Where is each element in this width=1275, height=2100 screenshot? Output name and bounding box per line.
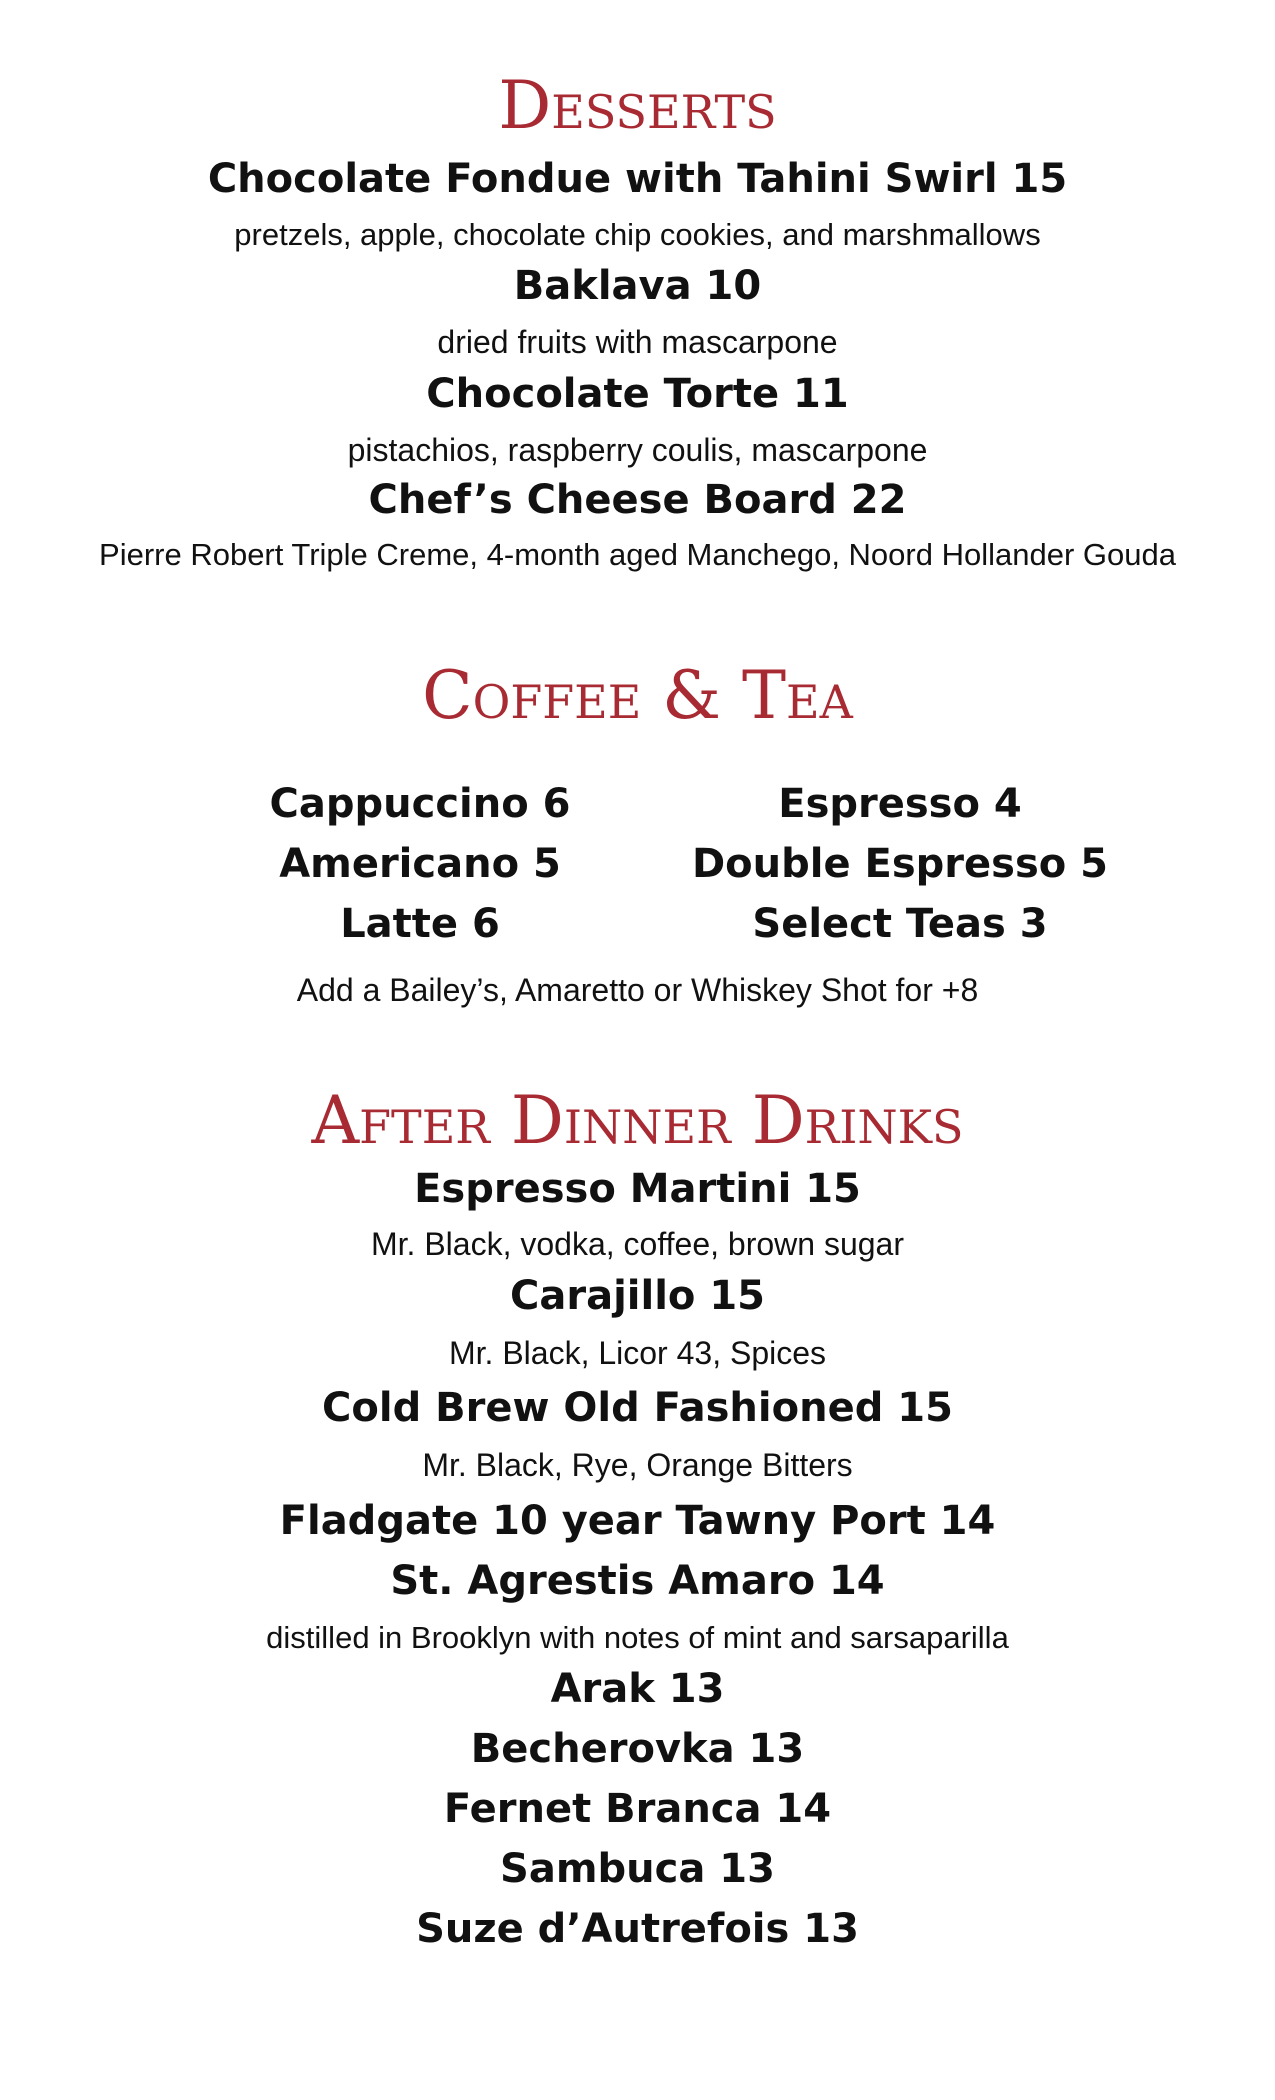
coffee-left-item: Latte 6 bbox=[340, 901, 500, 947]
coffee-left-item: Cappuccino 6 bbox=[269, 781, 571, 827]
menu-item-name: St. Agrestis Amaro 14 bbox=[390, 1558, 885, 1604]
coffee-right-item: Double Espresso 5 bbox=[691, 841, 1109, 887]
menu-item-name: Baklava 10 bbox=[513, 263, 762, 309]
coffee-right-item: Select Teas 3 bbox=[752, 901, 1048, 947]
menu-item-name: Fladgate 10 year Tawny Port 14 bbox=[279, 1498, 996, 1544]
menu-item-description: Mr. Black, vodka, coffee, brown sugar bbox=[371, 1226, 904, 1262]
coffee-add-on-note: Add a Bailey’s, Amaretto or Whiskey Shot for +8 bbox=[296, 972, 979, 1008]
after-dinner-heading: After Dinner Drinks bbox=[311, 1082, 964, 1159]
menu-item-name: Chef’s Cheese Board 22 bbox=[368, 477, 907, 523]
menu-item-description: dried fruits with mascarpone bbox=[437, 324, 838, 360]
menu-item-name: Chocolate Fondue with Tahini Swirl 15 bbox=[207, 156, 1068, 202]
menu-item-description: Pierre Robert Triple Creme, 4-month aged Manchego, Noord Hollander Gouda bbox=[99, 537, 1176, 572]
menu-item-name: Cold Brew Old Fashioned 15 bbox=[322, 1385, 953, 1431]
menu-item-name: Espresso Martini 15 bbox=[414, 1166, 861, 1212]
menu-item-description: pretzels, apple, chocolate chip cookies, and marshmallows bbox=[234, 217, 1041, 252]
menu-item-name: Chocolate Torte 11 bbox=[426, 371, 849, 417]
menu-item-name: Fernet Branca 14 bbox=[443, 1786, 832, 1832]
menu-item-name: Carajillo 15 bbox=[510, 1273, 765, 1319]
menu-item-name: Sambuca 13 bbox=[500, 1846, 775, 1892]
menu-item-name: Arak 13 bbox=[550, 1666, 725, 1712]
menu-item-description: Mr. Black, Rye, Orange Bitters bbox=[422, 1447, 853, 1483]
coffee-left-item: Americano 5 bbox=[279, 841, 561, 887]
coffee-right-item: Espresso 4 bbox=[778, 781, 1022, 827]
menu-item-name: Becherovka 13 bbox=[470, 1726, 805, 1772]
coffee-tea-heading: Coffee & Tea bbox=[422, 657, 853, 734]
menu-item-description: pistachios, raspberry coulis, mascarpone bbox=[347, 432, 928, 468]
menu-item-description: Mr. Black, Licor 43, Spices bbox=[448, 1335, 827, 1371]
menu-item-name: Suze d’Autrefois 13 bbox=[416, 1906, 859, 1952]
menu-item-description: distilled in Brooklyn with notes of mint and sarsaparilla bbox=[266, 1620, 1009, 1655]
desserts-heading: Desserts bbox=[498, 67, 777, 144]
